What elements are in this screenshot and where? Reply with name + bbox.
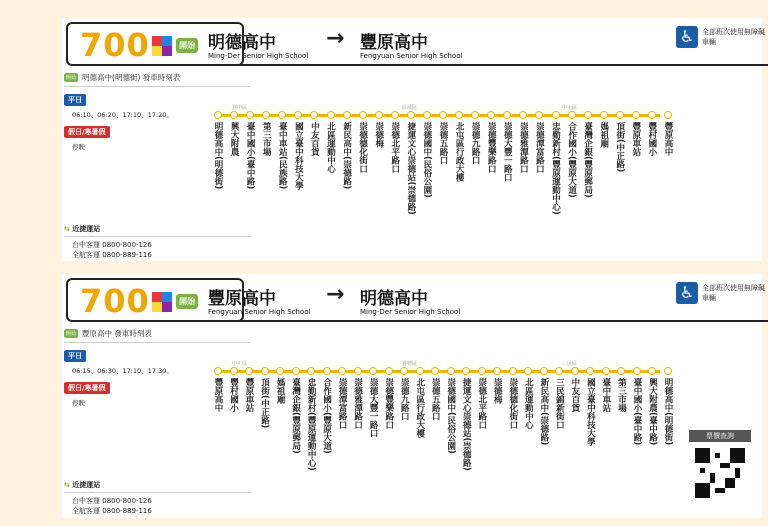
origin-name: 明德高中 (208, 33, 276, 53)
stop-item[interactable] (507, 367, 519, 429)
stop-item[interactable] (469, 111, 481, 165)
stop-item[interactable] (533, 111, 545, 173)
stop-item[interactable] (600, 367, 612, 412)
stop-item[interactable] (553, 367, 565, 429)
stop-dot (278, 111, 286, 119)
route-number: 700 (80, 282, 150, 320)
stop-dot (416, 367, 424, 375)
wheelchair-icon: ♿ (676, 282, 698, 304)
kai-badge: 開始 (176, 38, 198, 53)
stop-item[interactable] (292, 111, 304, 190)
stop-dot (524, 367, 532, 375)
stop-item[interactable] (228, 367, 240, 412)
stop-dot (471, 111, 479, 119)
origin-name-en: Fengyuan Senior High School (208, 308, 311, 316)
stop-dot (535, 111, 543, 119)
panel-content-2 (62, 274, 765, 518)
schedule-header: 明德高中(明德街) 發車時刻表 (82, 73, 181, 82)
bus-logo-icon (152, 36, 174, 58)
stop-name: 崇德梅 (492, 378, 503, 404)
stop-dot (423, 111, 431, 119)
stop-name: 北屯區行政大樓 (454, 122, 465, 182)
stop-item[interactable] (662, 111, 674, 156)
stop-name: 忠勤新村(豐原運動中心) (550, 122, 561, 215)
qr-title: 票價查詢 (689, 430, 751, 442)
stop-name: 崇德北平路口 (389, 122, 400, 173)
stop-item[interactable] (414, 367, 426, 438)
stop-dot (632, 111, 640, 119)
stop-dot (359, 111, 367, 119)
stop-dot (375, 111, 383, 119)
schedule-badge: 開始 (66, 75, 77, 81)
stop-name: 崇德九路口 (470, 122, 481, 165)
stop-dot (354, 367, 362, 375)
stop-name: 臺中國小(臺中路) (631, 378, 642, 446)
zone-label: 中正區 (562, 105, 578, 111)
accessibility-note: 全部班次使用無障礙車輛 (702, 28, 765, 46)
stop-item[interactable] (308, 111, 320, 156)
stop-dot (519, 111, 527, 119)
stop-name: 豐原高中 (663, 122, 673, 156)
holiday-times: 停駛 (72, 399, 85, 407)
panel-content-1 (62, 18, 765, 262)
stop-item[interactable] (615, 367, 627, 412)
stop-dot (568, 111, 576, 119)
stop-item[interactable] (373, 111, 385, 148)
stop-item[interactable] (336, 367, 348, 429)
stop-name: 頂街(中正路) (259, 378, 270, 429)
stop-item[interactable] (584, 367, 596, 446)
stop-dot (292, 367, 300, 375)
weekday-times: 06:10、06:20、17:10、17:20。 (72, 111, 173, 119)
stop-item[interactable] (631, 367, 643, 445)
stop-item[interactable] (460, 367, 472, 471)
stop-dot (400, 367, 408, 375)
stop-item[interactable] (352, 367, 364, 429)
stop-dot (310, 111, 318, 119)
stop-dot (431, 367, 439, 375)
stop-dot (343, 111, 351, 119)
contact-2: 全航客運 0800-889-116 (72, 507, 152, 515)
stop-name: 明德高中(明德街) (213, 122, 223, 190)
stop-dot (455, 111, 463, 119)
contact-1: 台中客運 0800-800-126 (72, 241, 152, 249)
stop-dot (391, 111, 399, 119)
stop-dot (407, 111, 415, 119)
stop-name: 豐村國小 (646, 122, 657, 156)
stop-name: 捷運文心崇德站(崇德路) (405, 122, 416, 215)
stop-dot (338, 367, 346, 375)
stop-dot (385, 367, 393, 375)
stop-name: 崇德五路口 (430, 378, 441, 421)
stop-name: 崇德雅潭路口 (518, 122, 529, 173)
stop-item[interactable] (582, 111, 594, 198)
stop-item[interactable] (244, 111, 256, 189)
stop-name: 北區運動中心 (325, 122, 336, 173)
stop-name: 崇德德化街口 (357, 122, 368, 173)
schedule-badge: 開始 (66, 331, 77, 337)
stop-name: 臺灣企銀(豐原郵局) (290, 378, 301, 454)
stop-dot (571, 367, 579, 375)
stop-item[interactable] (453, 111, 465, 182)
stop-name: 臺中國小(臺中路) (245, 122, 256, 190)
stop-item[interactable] (305, 367, 317, 471)
stop-name: 崇德九路口 (399, 378, 410, 421)
stop-name: 崇德國中(民俗公園) (421, 122, 432, 198)
stop-name: 豐原車站 (244, 378, 255, 412)
stop-item[interactable] (405, 111, 417, 215)
stop-dot (246, 111, 254, 119)
stop-item[interactable] (212, 367, 224, 412)
stop-name: 崇德潭富路口 (534, 122, 545, 173)
stop-dot (584, 111, 592, 119)
direction-arrow-icon: → (326, 26, 345, 51)
stop-name: 明德高中(明德街) (663, 378, 673, 446)
nearby-mrt (64, 480, 250, 516)
stop-item[interactable] (398, 367, 410, 421)
stop-name: 中友百貨 (309, 122, 320, 156)
stop-item[interactable] (517, 111, 529, 173)
stop-item[interactable] (491, 367, 503, 404)
stop-dot (617, 367, 625, 375)
destination-name-en: Ming-Der Senior High School (360, 308, 461, 316)
stop-item[interactable] (290, 367, 302, 454)
stop-name: 北屯區行政大樓 (414, 378, 425, 438)
nearby-mrt (64, 224, 250, 260)
stop-name: 崇德德化街口 (507, 378, 518, 429)
stop-dot (602, 367, 610, 375)
zone-label: 三民區 (562, 361, 578, 367)
bus-logo-icon (152, 292, 174, 314)
stop-name: 豐原車站 (630, 122, 641, 156)
stop-name: 國立臺中科技大學 (585, 378, 596, 446)
stop-dot (586, 367, 594, 375)
stop-name: 忠勤新村(豐原運動中心) (306, 378, 317, 471)
stop-item[interactable] (367, 367, 379, 438)
stop-item[interactable] (485, 111, 497, 173)
stop-item[interactable] (383, 367, 395, 429)
stop-name: 崇德豐樂路口 (486, 122, 497, 173)
direction-arrow-icon: → (326, 282, 345, 307)
stop-item[interactable] (429, 367, 441, 421)
holiday-tag: 假日/寒暑假 (64, 382, 110, 394)
title-underline (208, 320, 768, 322)
stop-name: 崇德潭富路口 (337, 378, 348, 429)
stop-item[interactable] (341, 111, 353, 189)
stop-name: 崇德豐樂路口 (383, 378, 394, 429)
stop-dot (245, 367, 253, 375)
stop-name: 媽祖廟 (275, 378, 286, 404)
stop-item[interactable] (260, 111, 272, 156)
destination-name-en: Fengyuan Senior High School (360, 52, 463, 60)
holiday-times: 停駛 (72, 143, 85, 151)
route-title-bar (208, 26, 768, 64)
stop-name: 崇德大豐一路口 (502, 122, 513, 182)
stop-name: 第三市場 (616, 378, 627, 412)
stop-name: 崇德北平路口 (476, 378, 487, 429)
stop-dot (493, 367, 501, 375)
nearby-header: ⇆ 近捷運站 (64, 480, 250, 493)
stop-dot (664, 111, 672, 119)
weekday-times: 06:15、06:30、17:10、17:30。 (72, 367, 173, 375)
stop-item[interactable] (445, 367, 457, 454)
stop-item[interactable] (476, 367, 488, 429)
schedule-header: 豐原高中 發車時刻表 (82, 329, 152, 338)
stop-dot (327, 111, 335, 119)
weekday-tag: 平日 (64, 350, 86, 362)
stop-dot (664, 367, 672, 375)
contact-2: 全航客運 0800-889-116 (72, 251, 152, 259)
stop-dot (616, 111, 624, 119)
stop-name: 臺中車站(民族路) (277, 122, 288, 190)
stop-item[interactable] (614, 111, 626, 172)
stop-dot (230, 111, 238, 119)
holiday-tag: 假日/寒暑假 (64, 126, 110, 138)
destination-name: 豐原高中 (360, 33, 428, 53)
stop-item[interactable] (437, 111, 449, 165)
stop-name: 臺灣企銀(豐原郵局) (582, 122, 593, 198)
stop-dot (503, 111, 511, 119)
stop-item[interactable] (598, 111, 610, 148)
accessibility-note: 全部班次使用無障礙車輛 (702, 284, 765, 302)
stop-item[interactable] (357, 111, 369, 173)
stop-dot (439, 111, 447, 119)
stop-name: 合作國小(豐原大道) (321, 378, 332, 454)
stop-name: 興大附農(臺中路) (647, 378, 658, 446)
stop-name: 中友百貨 (569, 378, 580, 412)
zone-label: 區域區 (402, 105, 418, 111)
kai-badge: 開始 (176, 294, 198, 309)
route-number: 700 (80, 26, 150, 64)
stop-dot (648, 367, 656, 375)
stop-dot (214, 111, 222, 119)
stop-name: 媽祖廟 (598, 122, 609, 148)
stop-dot (478, 367, 486, 375)
stop-name: 三民錦新街口 (554, 378, 565, 429)
stop-item[interactable] (228, 111, 240, 156)
stop-dot (323, 367, 331, 375)
stop-item[interactable] (421, 111, 433, 198)
stop-dot (648, 111, 656, 119)
stop-name: 新民高中(崇德路) (538, 378, 549, 446)
stop-dot (462, 367, 470, 375)
stop-name: 捷運文心崇德站(崇德路) (461, 378, 472, 471)
stop-dot (307, 367, 315, 375)
stop-dot (230, 367, 238, 375)
stop-name: 崇德國中(民俗公園) (445, 378, 456, 454)
title-underline (208, 64, 768, 66)
wheelchair-icon: ♿ (676, 26, 698, 48)
stop-name: 崇德五路口 (438, 122, 448, 165)
stop-dot (487, 111, 495, 119)
stop-item[interactable] (259, 367, 271, 428)
stop-name: 臺中車站 (600, 378, 611, 412)
zone-label: 霧中區 (232, 105, 248, 111)
stop-item[interactable] (325, 111, 337, 173)
stop-name: 崇德大豐一路口 (368, 378, 379, 438)
stop-name: 豐村國小 (228, 378, 239, 412)
stop-dot (555, 367, 563, 375)
stop-dot (276, 367, 284, 375)
stop-dot (294, 111, 302, 119)
stop-dot (262, 111, 270, 119)
stop-item[interactable] (566, 111, 578, 198)
contact-1: 台中客運 0800-800-126 (72, 497, 152, 505)
stop-dot (214, 367, 222, 375)
stop-item[interactable] (646, 367, 658, 445)
origin-name-en: Ming-Der Senior High School (208, 52, 309, 60)
stop-item[interactable] (662, 367, 674, 445)
stop-dot (600, 111, 608, 119)
stop-item[interactable] (243, 367, 255, 412)
stop-dot (552, 111, 560, 119)
stop-item[interactable] (276, 111, 288, 189)
stop-item[interactable] (550, 111, 562, 215)
stop-name: 興大附農 (229, 122, 240, 156)
stop-dot (633, 367, 641, 375)
stop-name: 崇德雅潭路口 (352, 378, 363, 429)
stop-item[interactable] (321, 367, 333, 454)
origin-name: 豐原高中 (208, 289, 276, 309)
stop-name: 北區運動中心 (523, 378, 534, 429)
nearby-header: ⇆ 近捷運站 (64, 224, 250, 237)
stop-dot (509, 367, 517, 375)
stop-name: 崇德梅 (373, 122, 384, 148)
stop-name: 豐原高中 (213, 378, 223, 412)
weekday-tag: 平日 (64, 94, 86, 106)
stop-item[interactable] (522, 367, 534, 429)
stop-name: 頂街(中正路) (614, 122, 625, 173)
stop-dot (261, 367, 269, 375)
stop-item[interactable] (501, 111, 513, 182)
destination-name: 明德高中 (360, 289, 428, 309)
stop-name: 第三市場 (261, 122, 272, 156)
stop-item[interactable] (646, 111, 658, 156)
stop-item[interactable] (630, 111, 642, 156)
stop-item[interactable] (569, 367, 581, 412)
route-title-bar (208, 282, 768, 320)
zone-label: 中正區 (232, 361, 248, 367)
stop-name: 國立臺中科技大學 (293, 122, 304, 190)
stop-item[interactable] (538, 367, 550, 445)
stop-item[interactable] (212, 111, 224, 189)
stop-name: 新民高中(崇德路) (341, 122, 352, 190)
zone-label: 霧德區 (402, 361, 418, 367)
stop-name: 合作國小(豐原大道) (566, 122, 577, 198)
stop-dot (447, 367, 455, 375)
stop-dot (540, 367, 548, 375)
stop-dot (369, 367, 377, 375)
stop-item[interactable] (389, 111, 401, 173)
stop-item[interactable] (274, 367, 286, 404)
